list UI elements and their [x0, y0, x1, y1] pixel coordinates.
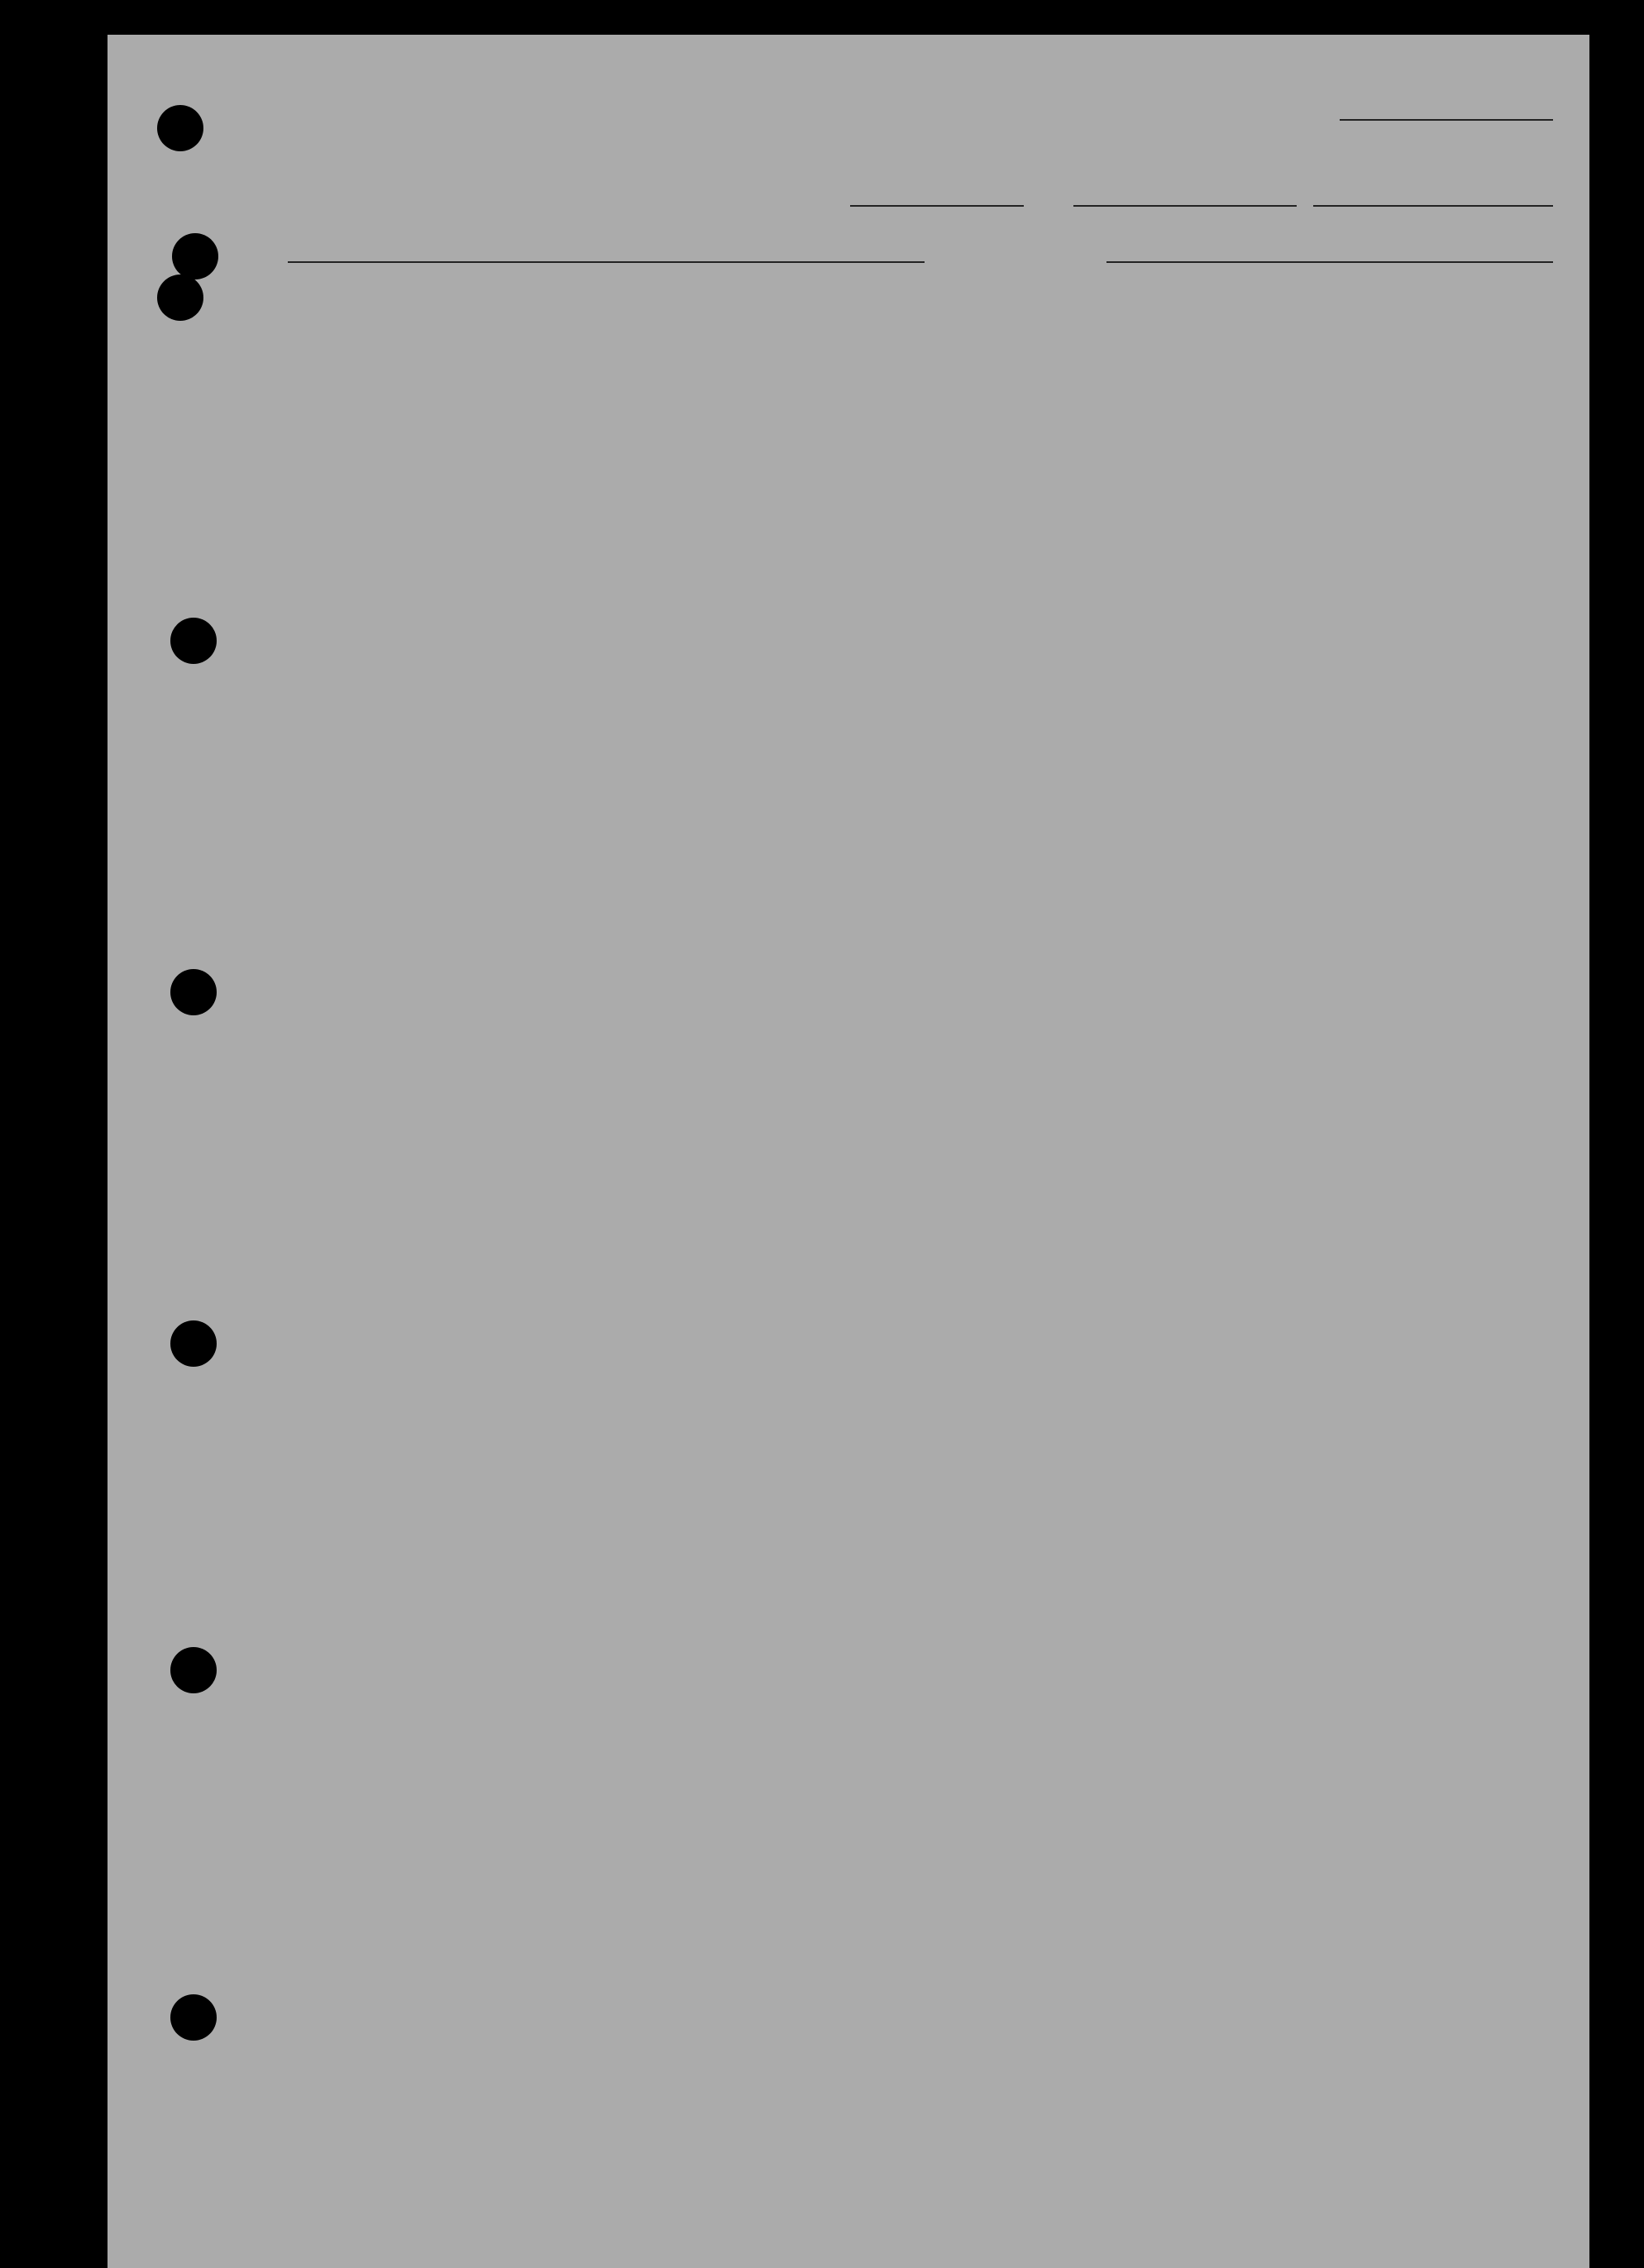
punch-hole — [170, 1647, 217, 1693]
manifest-sheet — [108, 35, 1589, 2268]
punch-hole — [172, 233, 218, 279]
punch-hole — [170, 1320, 217, 1367]
punch-hole — [170, 618, 217, 664]
punch-hole — [170, 1994, 217, 2041]
punch-hole — [157, 105, 203, 151]
punch-hole — [170, 969, 217, 1015]
punch-hole — [157, 275, 203, 321]
